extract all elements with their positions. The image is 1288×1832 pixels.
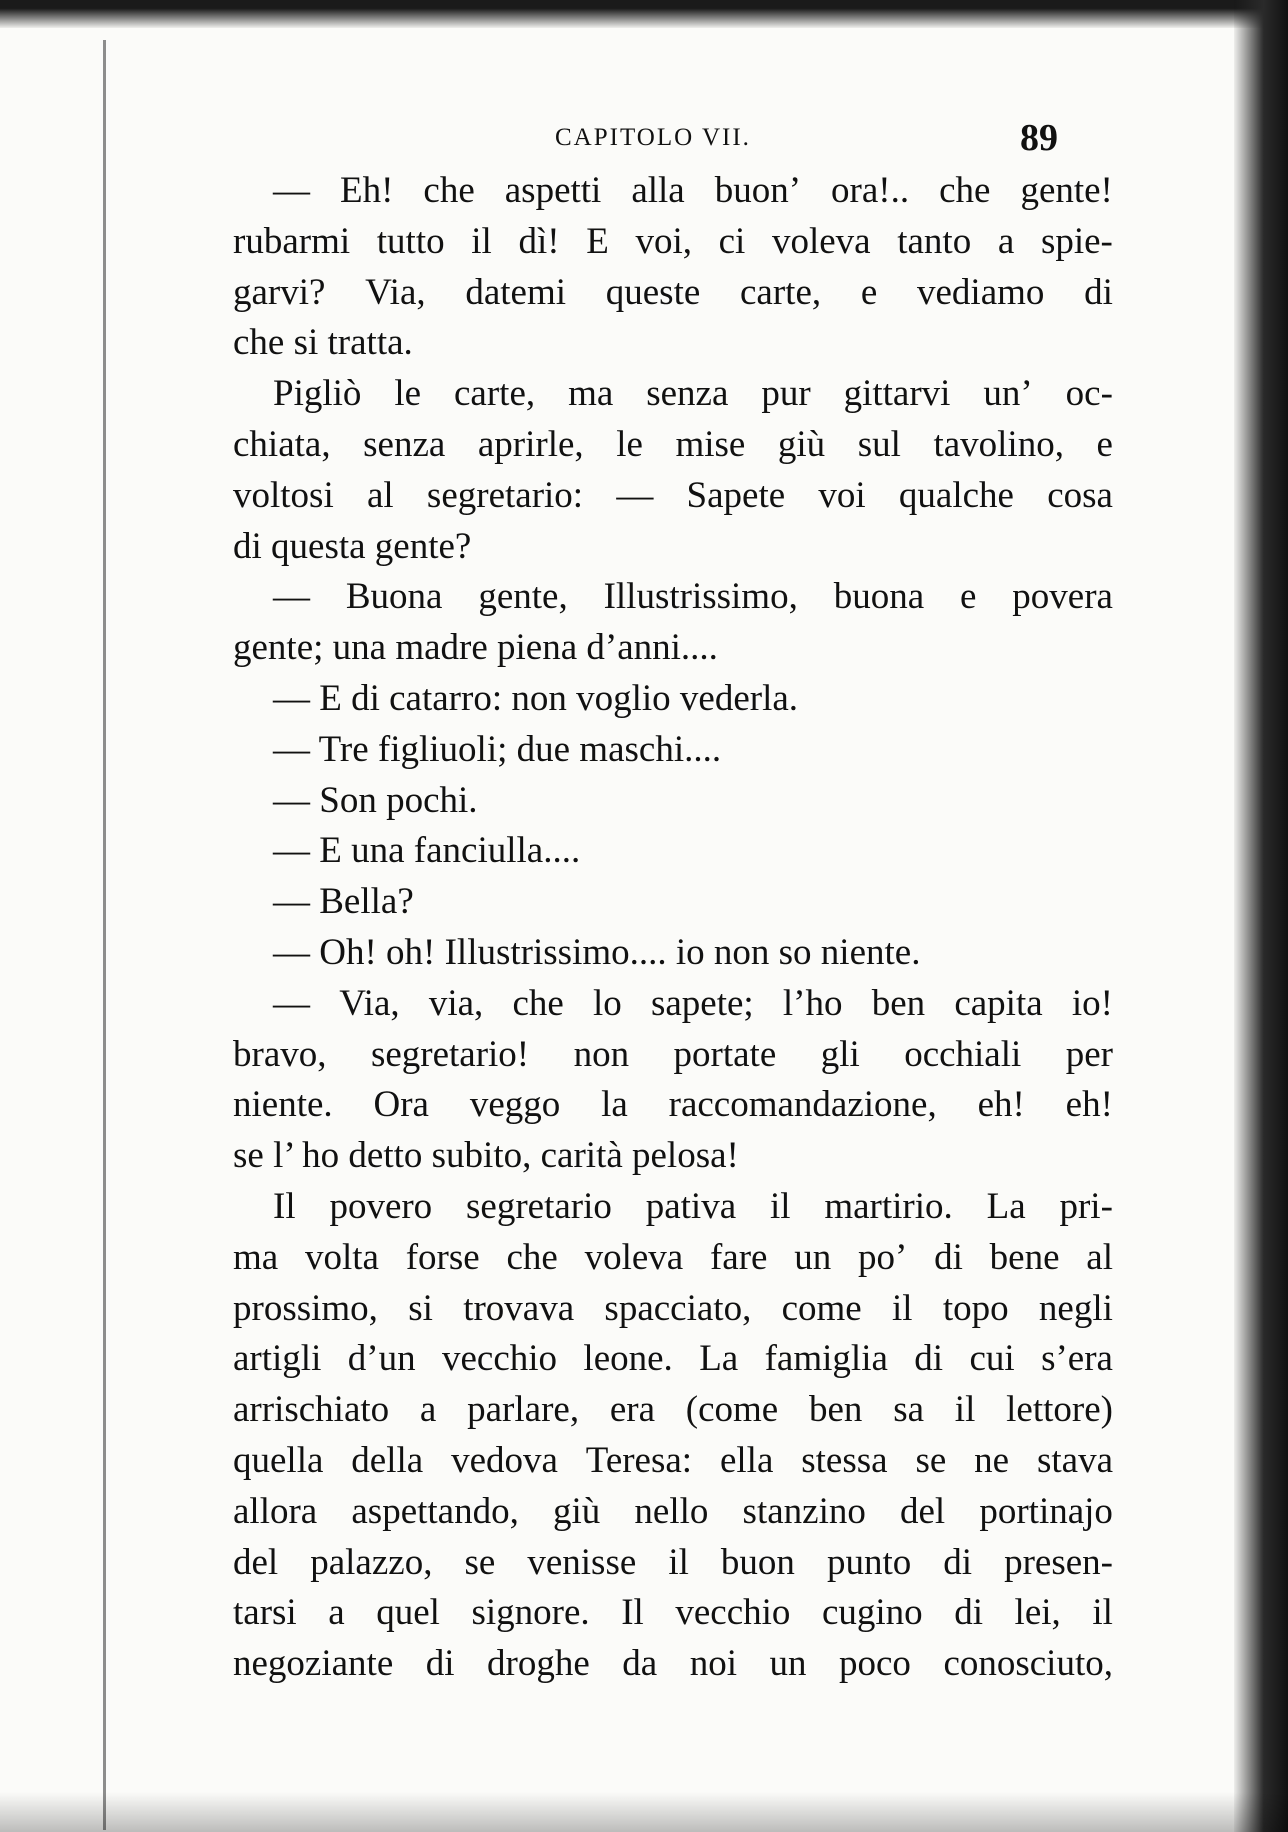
text-line: — Bella? <box>273 881 414 923</box>
text-line: — Buona gente, Illustrissimo, buona e povera <box>273 576 1113 618</box>
text-line: bravo, segretario! non portate gli occhiali per <box>233 1033 1113 1075</box>
body-text <box>233 166 1113 1690</box>
page-header <box>0 118 1288 168</box>
text-line: arrischiato a parlare, era (come ben sa il lettore) <box>233 1389 1113 1431</box>
text-line: — Son pochi. <box>273 779 478 821</box>
text-line: — E una fanciulla.... <box>273 830 581 872</box>
running-head: CAPITOLO VII. <box>555 124 751 151</box>
text-line: chiata, senza aprirle, le mise giù sul tavolino, e <box>233 423 1113 465</box>
text-line: quella della vedova Teresa: ella stessa se ne stava <box>233 1439 1113 1481</box>
text-line: se l’ ho detto subito, carità pelosa! <box>233 1135 739 1177</box>
text-line: negoziante di droghe da noi un poco conosciuto, <box>233 1643 1113 1685</box>
scan-edge-top <box>0 0 1288 28</box>
text-line: di questa gente? <box>233 525 472 567</box>
text-line: voltosi al segretario: — Sapete voi qualche cosa <box>233 474 1113 516</box>
text-line: rubarmi tutto il dì! E voi, ci voleva tanto a spie- <box>233 220 1113 262</box>
text-line: — Oh! oh! Illustrissimo.... io non so niente. <box>273 931 921 973</box>
text-line: che si tratta. <box>233 322 413 364</box>
scan-edge-right <box>1234 0 1288 1832</box>
text-line: — Via, via, che lo sapete; l’ho ben capita io! <box>273 982 1113 1024</box>
text-line: niente. Ora veggo la raccomandazione, eh! eh! <box>233 1084 1113 1126</box>
page-number: 89 <box>1020 117 1058 159</box>
text-line: prossimo, si trovava spacciato, come il topo negli <box>233 1287 1113 1329</box>
text-line: Pigliò le carte, ma senza pur gittarvi un’ oc- <box>273 373 1113 415</box>
text-line: ma volta forse che voleva fare un po’ di bene al <box>233 1236 1113 1278</box>
text-line: tarsi a quel signore. Il vecchio cugino di lei, il <box>233 1592 1113 1634</box>
text-line: allora aspettando, giù nello stanzino del portinajo <box>233 1490 1113 1532</box>
scan-edge-bottom <box>0 1792 1288 1832</box>
scan-edge-left <box>103 40 106 1830</box>
text-line: del palazzo, se venisse il buon punto di presen- <box>233 1541 1113 1583</box>
text-line: — E di catarro: non voglio vederla. <box>273 677 799 719</box>
text-line: — Eh! che aspetti alla buon’ ora!.. che gente! <box>273 170 1113 211</box>
text-line: Il povero segretario pativa il martirio. La pri- <box>273 1185 1113 1227</box>
text-line: garvi? Via, datemi queste carte, e vediamo di <box>233 271 1113 313</box>
text-line: gente; una madre piena d’anni.... <box>233 627 718 669</box>
text-line: artigli d’un vecchio leone. La famiglia di cui s’era <box>233 1338 1113 1380</box>
text-line: — Tre figliuoli; due maschi.... <box>273 728 722 770</box>
